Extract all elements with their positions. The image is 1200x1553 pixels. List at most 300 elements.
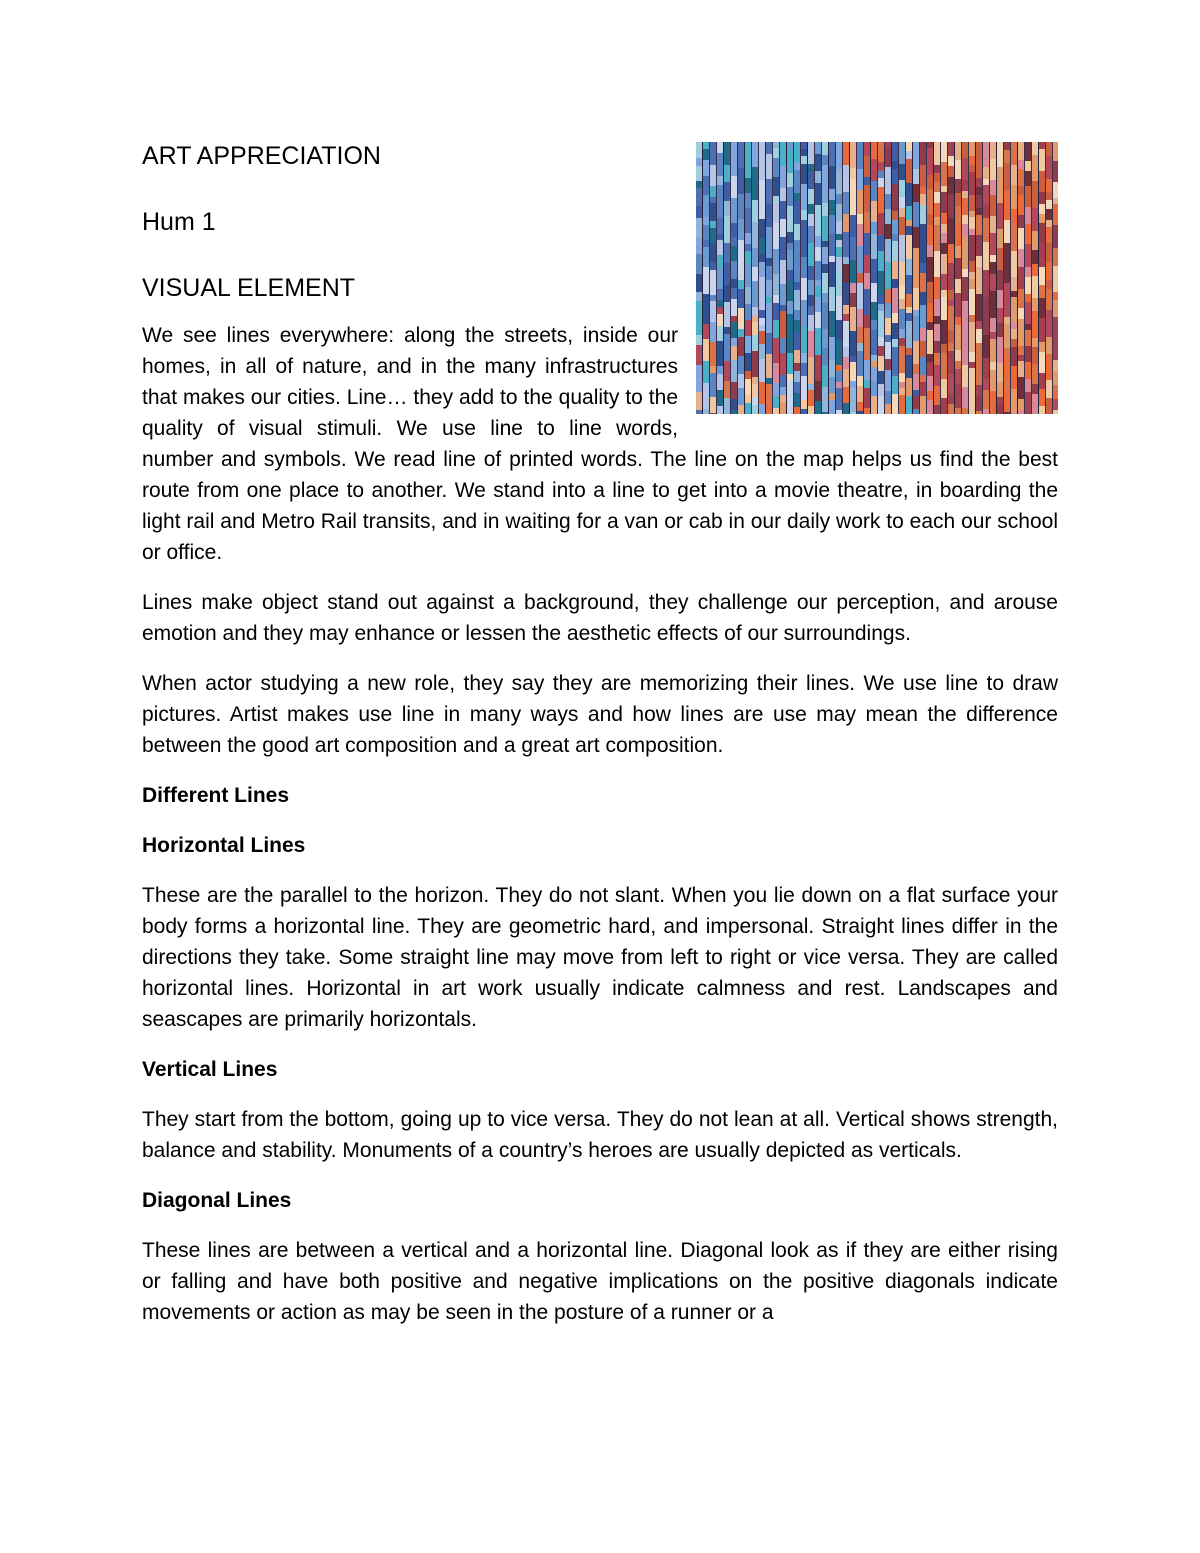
artwork-tile <box>717 234 723 240</box>
artwork-tile <box>717 185 723 204</box>
artwork-tile <box>857 178 863 190</box>
artwork-tile <box>913 409 919 414</box>
artwork-tile <box>1018 195 1024 215</box>
artwork-tile <box>969 362 975 368</box>
artwork-tile <box>941 213 947 224</box>
artwork-tile <box>962 408 968 414</box>
artwork-tile <box>1018 160 1024 169</box>
artwork-tile <box>885 370 891 391</box>
artwork-tile <box>836 142 842 169</box>
artwork-tile <box>703 240 709 247</box>
artwork-tile <box>822 354 828 365</box>
artwork-tile <box>766 378 772 384</box>
artwork-tile <box>899 285 905 299</box>
artwork-tile <box>703 383 709 409</box>
artwork-tile <box>731 237 737 246</box>
artwork-tile <box>780 305 786 311</box>
artwork-tile <box>801 257 807 278</box>
artwork-tile <box>1046 280 1052 289</box>
vertical-lines-heading: Vertical Lines <box>142 1058 278 1081</box>
artwork-tile <box>801 363 807 376</box>
artwork-tile <box>997 248 1003 270</box>
artwork-tile <box>871 159 877 181</box>
artwork-tile <box>927 148 933 175</box>
artwork-tile <box>829 287 835 311</box>
course-code: Hum 1 <box>142 208 216 236</box>
artwork-tile <box>752 351 758 377</box>
artwork-tile <box>1025 224 1031 244</box>
artwork-tile <box>850 412 856 414</box>
artwork-tile <box>808 315 814 331</box>
artwork-tile <box>969 322 975 330</box>
artwork-tile <box>1018 319 1024 346</box>
artwork-tile <box>801 300 807 326</box>
artwork-tile <box>906 244 912 259</box>
artwork-tile <box>955 258 961 279</box>
artwork-tile <box>864 337 870 360</box>
artwork-tile <box>878 384 884 396</box>
artwork-tile <box>878 178 884 187</box>
artwork-tile <box>990 370 996 391</box>
artwork-tile <box>794 240 800 260</box>
artwork-tile <box>801 376 807 400</box>
artwork-tile <box>710 342 716 366</box>
artwork-tile <box>780 219 786 237</box>
artwork-tile <box>955 226 961 246</box>
artwork-tile <box>857 214 863 224</box>
artwork-tile <box>934 251 940 277</box>
artwork-tile <box>1039 149 1045 171</box>
artwork-tile <box>759 359 765 382</box>
artwork-tile <box>941 162 947 186</box>
artwork-tile <box>808 306 814 315</box>
artwork-tile <box>976 329 982 343</box>
artwork-tile <box>773 408 779 414</box>
artwork-tile <box>1032 338 1038 347</box>
artwork-tile <box>738 168 744 194</box>
artwork-tile <box>920 187 926 194</box>
artwork-tile <box>878 213 884 235</box>
artwork-tile <box>864 328 870 337</box>
artwork-tile <box>906 183 912 206</box>
artwork-tile <box>829 393 835 400</box>
artwork-tile <box>934 182 940 192</box>
artwork-tile <box>864 360 870 380</box>
artwork-tile <box>745 379 751 395</box>
artwork-tile <box>808 214 814 226</box>
artwork-tile <box>969 172 975 195</box>
artwork-tile <box>773 177 779 188</box>
artwork-tile <box>1004 190 1010 214</box>
artwork-tile <box>794 363 800 371</box>
artwork-tile <box>864 156 870 177</box>
artwork-tile <box>941 254 947 274</box>
artwork-tile <box>822 165 828 190</box>
artwork-tile <box>815 142 821 154</box>
artwork-tile <box>1025 186 1031 195</box>
artwork-tile <box>836 382 842 388</box>
artwork-tile <box>710 301 716 322</box>
artwork-tile <box>892 241 898 261</box>
artwork-tile <box>815 171 821 183</box>
artwork-tile <box>892 339 898 347</box>
artwork-tile <box>808 243 814 266</box>
artwork-tile <box>892 211 898 220</box>
artwork-tile <box>759 331 765 344</box>
artwork-line <box>954 142 955 414</box>
artwork-tile <box>808 226 814 243</box>
artwork-tile <box>934 173 940 182</box>
artwork-tile <box>1018 215 1024 228</box>
artwork-tile <box>815 205 821 216</box>
artwork-tile <box>1004 300 1010 317</box>
artwork-tile <box>717 406 723 414</box>
artwork-tile <box>878 241 884 251</box>
artwork-tile <box>990 233 996 255</box>
artwork-tile <box>794 290 800 310</box>
artwork-tile <box>850 215 856 237</box>
artwork-tile <box>955 369 961 384</box>
artwork-tile <box>899 142 905 164</box>
artwork-tile <box>892 347 898 365</box>
artwork-tile <box>864 273 870 289</box>
artwork-tile <box>780 395 786 402</box>
artwork-tile <box>787 353 793 374</box>
artwork-tile <box>759 167 765 180</box>
artwork-tile <box>948 290 954 300</box>
artwork-tile <box>766 333 772 354</box>
artwork-tile <box>836 194 842 204</box>
artwork-tile <box>962 301 968 319</box>
artwork-tile <box>815 297 821 312</box>
artwork-tile <box>941 142 947 162</box>
artwork-tile <box>997 308 1003 323</box>
artwork-tile <box>962 224 968 237</box>
artwork-tile <box>941 353 947 379</box>
artwork-tile <box>703 309 709 324</box>
artwork-tile <box>955 317 961 325</box>
artwork-tile <box>710 262 716 270</box>
artwork-tile <box>843 369 849 387</box>
artwork-tile <box>738 405 744 414</box>
artwork-tile <box>850 307 856 331</box>
artwork-tile <box>927 400 933 414</box>
artwork-tile <box>822 365 828 387</box>
artwork-tile <box>745 371 751 379</box>
artwork-tile <box>941 243 947 254</box>
artwork-tile <box>850 237 856 260</box>
artwork-tile <box>913 169 919 184</box>
artwork-tile <box>745 395 751 403</box>
artwork-tile <box>1032 142 1038 155</box>
artwork-tile <box>773 274 779 295</box>
artwork-tile <box>997 397 1003 405</box>
artwork-tile <box>787 250 793 270</box>
artwork-tile <box>983 358 989 379</box>
artwork-tile <box>696 158 702 166</box>
artwork-tile <box>836 365 842 371</box>
artwork-tile <box>1053 142 1058 161</box>
artwork-tile <box>843 142 849 165</box>
artwork-tile <box>934 192 940 203</box>
artwork-tile <box>710 397 716 413</box>
artwork-tile <box>1018 186 1024 195</box>
artwork-tile <box>983 335 989 358</box>
artwork-tile <box>759 142 765 167</box>
artwork-tile <box>1011 291 1017 297</box>
artwork-tile <box>738 356 744 374</box>
artwork-tile <box>864 185 870 212</box>
artwork-tile <box>801 156 807 164</box>
artwork-tile <box>766 142 772 154</box>
artwork-tile <box>1018 377 1024 399</box>
artwork-line <box>828 142 829 414</box>
artwork-tile <box>731 338 737 346</box>
artwork-tile <box>871 367 877 381</box>
artwork-tile <box>780 188 786 201</box>
artwork-tile <box>920 341 926 357</box>
artwork-tile <box>871 320 877 330</box>
artwork-tile <box>794 350 800 363</box>
artwork-tile <box>1053 371 1058 385</box>
artwork-tile <box>857 402 863 411</box>
artwork-tile <box>717 268 723 289</box>
artwork-tile <box>710 244 716 262</box>
vertical-lines-text: They start from the bottom, going up to vice versa. They do not lean at all. Vertical shows strength, balance and stability. Monuments of a country’s heroes are usually depicted as verticals. <box>142 1108 1058 1162</box>
artwork-tile <box>1004 348 1010 354</box>
artwork-tile <box>822 293 828 303</box>
artwork-tile <box>878 311 884 337</box>
artwork-tile <box>1025 324 1031 330</box>
artwork-tile <box>1032 155 1038 181</box>
artwork-tile <box>927 282 933 303</box>
artwork-tile <box>885 318 891 335</box>
artwork-tile <box>948 306 954 330</box>
artwork-tile <box>731 399 737 410</box>
artwork-tile <box>703 149 709 160</box>
artwork-tile <box>773 148 779 158</box>
artwork-tile <box>710 142 716 155</box>
artwork-tile <box>1011 366 1017 389</box>
artwork-tile <box>745 304 751 320</box>
artwork-tile <box>717 255 723 268</box>
artwork-tile <box>962 158 968 164</box>
artwork-tile <box>913 364 919 374</box>
artwork-tile <box>1004 317 1010 324</box>
artwork-tile <box>997 142 1003 167</box>
artwork-tile <box>1053 292 1058 300</box>
artwork-tile <box>913 288 919 310</box>
artwork-tile <box>731 176 737 198</box>
artwork-tile <box>1046 179 1052 192</box>
artwork-tile <box>1053 410 1058 414</box>
artwork-tile <box>899 235 905 262</box>
artwork-tile <box>794 142 800 162</box>
artwork-tile <box>703 225 709 240</box>
artwork-tile <box>717 289 723 300</box>
artwork-tile <box>1039 352 1045 373</box>
artwork-tile <box>997 337 1003 363</box>
artwork-tile <box>710 155 716 165</box>
artwork-tile <box>843 214 849 232</box>
artwork-tile <box>934 316 940 324</box>
artwork-tile <box>836 296 842 320</box>
artwork-tile <box>703 294 709 309</box>
artwork-tile <box>871 396 877 414</box>
artwork-tile <box>906 348 912 355</box>
artwork-tile <box>1025 207 1031 224</box>
artwork-tile <box>1032 394 1038 414</box>
artwork-tile <box>829 400 835 414</box>
artwork-tile <box>752 260 758 267</box>
artwork-tile <box>983 264 989 270</box>
artwork-tile <box>696 142 702 158</box>
artwork-tile <box>899 164 905 180</box>
artwork-tile <box>906 378 912 396</box>
artwork-tile <box>1011 251 1017 277</box>
artwork-tile <box>920 273 926 292</box>
artwork-tile <box>948 394 954 404</box>
artwork-tile <box>1039 223 1045 242</box>
artwork-tile <box>1018 308 1024 319</box>
artwork-tile <box>731 299 737 316</box>
artwork-tile <box>871 330 877 355</box>
artwork-tile <box>1053 360 1058 371</box>
artwork-tile <box>843 282 849 305</box>
artwork-tile <box>815 381 821 401</box>
artwork-tile <box>969 315 975 322</box>
artwork-tile <box>871 142 877 159</box>
artwork-tile <box>885 194 891 209</box>
artwork-tile <box>766 218 772 227</box>
artwork-tile <box>864 388 870 408</box>
artwork-tile <box>759 310 765 318</box>
artwork-tile <box>969 195 975 211</box>
artwork-tile <box>850 142 856 168</box>
artwork-tile <box>927 362 933 376</box>
artwork-tile <box>717 204 723 218</box>
artwork-tile <box>920 375 926 382</box>
artwork-tile <box>1004 220 1010 243</box>
artwork-tile <box>843 192 849 214</box>
artwork-tile <box>850 381 856 388</box>
artwork-tile <box>969 211 975 217</box>
artwork-tile <box>752 222 758 248</box>
artwork-tile <box>983 142 989 167</box>
artwork-tile <box>1046 310 1052 337</box>
artwork-tile <box>787 187 793 206</box>
artwork-tile <box>1039 406 1045 413</box>
artwork-tile <box>885 167 891 194</box>
artwork-tile <box>1046 262 1052 280</box>
artwork-tile <box>990 159 996 180</box>
artwork-tile <box>969 235 975 261</box>
artwork-tile <box>738 329 744 337</box>
document-body <box>142 138 1058 1347</box>
artwork-tile <box>892 323 898 339</box>
artwork-tile <box>822 264 828 273</box>
artwork-tile <box>913 202 919 227</box>
artwork-tile <box>794 320 800 332</box>
artwork-tile <box>766 354 772 378</box>
artwork-tile <box>913 142 919 169</box>
artwork-tile <box>815 261 821 280</box>
artwork-tile <box>871 302 877 320</box>
artwork-tile <box>927 214 933 225</box>
artwork-tile <box>731 246 737 261</box>
artwork-tile <box>934 353 940 365</box>
artwork-tile <box>920 396 926 414</box>
artwork-tile <box>906 226 912 235</box>
artwork-tile <box>948 300 954 306</box>
artwork-tile <box>955 160 961 179</box>
artwork-tile <box>1004 214 1010 220</box>
artwork-tile <box>892 161 898 169</box>
artwork-tile <box>1004 389 1010 412</box>
artwork-tile <box>857 309 863 327</box>
artwork-tile <box>1053 399 1058 410</box>
artwork-tile <box>892 313 898 323</box>
artwork-tile <box>794 170 800 193</box>
artwork-tile <box>920 292 926 305</box>
artwork-tile <box>857 273 863 283</box>
diagonal-lines-text: These lines are between a vertical and a horizontal line. Diagonal look as if they are either rising or falling and have both positive and negative implications on the positive diagonals indicate movements or action as may be seen in the posture of a runner or a <box>142 1239 1058 1324</box>
artwork-tile <box>808 390 814 406</box>
artwork-tile <box>1032 311 1038 318</box>
artwork-tile <box>885 342 891 359</box>
artwork-tile <box>955 293 961 317</box>
artwork-tile <box>717 142 723 153</box>
artwork-tile <box>913 310 919 316</box>
artwork-tile <box>1039 413 1045 414</box>
artwork-tile <box>857 283 863 309</box>
artwork-tile <box>766 322 772 333</box>
artwork-tile <box>906 294 912 307</box>
artwork-tile <box>857 411 863 414</box>
artwork-line <box>996 142 997 414</box>
artwork-tile <box>1039 204 1045 214</box>
artwork-tile <box>1053 385 1058 391</box>
artwork-tile <box>843 264 849 282</box>
artwork-tile <box>1039 242 1045 267</box>
artwork-tile <box>850 260 856 283</box>
artwork-tile <box>843 305 849 314</box>
artwork-tile <box>1046 289 1052 310</box>
artwork-tile <box>983 297 989 318</box>
artwork-tile <box>836 339 842 365</box>
artwork-tile <box>1025 142 1031 161</box>
artwork-tile <box>808 384 814 390</box>
artwork-tile <box>892 184 898 211</box>
artwork-tile <box>850 293 856 307</box>
artwork-tile <box>808 357 814 384</box>
artwork-tile <box>1053 204 1058 225</box>
artwork-tile <box>878 371 884 384</box>
artwork-tile <box>773 338 779 363</box>
artwork-tile <box>850 388 856 412</box>
artwork-tile <box>878 235 884 241</box>
artwork-tile <box>703 195 709 217</box>
artwork-tile <box>710 197 716 203</box>
artwork-tile <box>815 328 821 355</box>
artwork-tile <box>969 217 975 229</box>
artwork-tile <box>703 267 709 294</box>
artwork-tile <box>794 371 800 382</box>
artwork-tile <box>836 371 842 382</box>
artwork-tile <box>829 377 835 393</box>
artwork-tile <box>710 228 716 244</box>
artwork-tile <box>920 224 926 243</box>
